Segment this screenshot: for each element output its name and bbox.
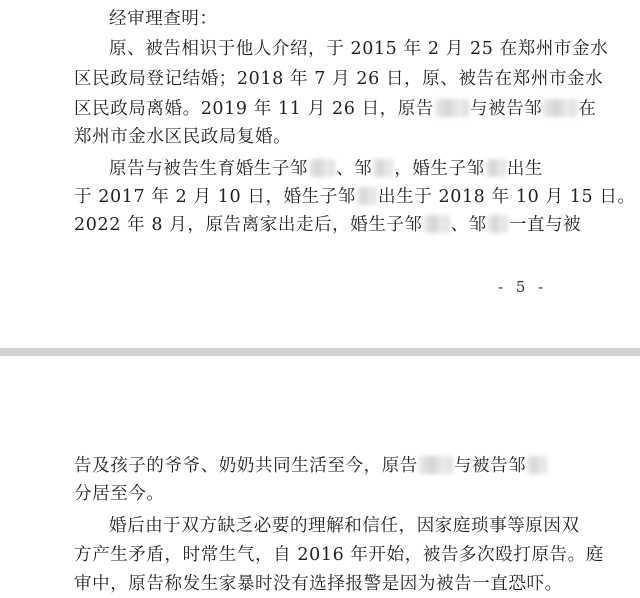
paragraph-line: 分居至今。 (74, 484, 165, 504)
redaction-blur (373, 159, 393, 177)
paragraph-line: 区民政局登记结婚；2018 年 7 月 26 日，原、被告在郑州市金水 (74, 69, 604, 89)
redaction-blur (486, 159, 506, 177)
redaction-blur (543, 99, 577, 117)
redaction-blur (357, 187, 377, 205)
redaction-blur (424, 215, 450, 233)
redaction-blur (527, 456, 547, 474)
paragraph-line: 婚后由于双方缺乏必要的理解和信任，因家庭琐事等原因双 (109, 516, 580, 536)
paragraph-line: 方产生矛盾，时常生气，自 2016 年开始，被告多次殴打原告。庭 (74, 545, 604, 565)
document-page-bottom (0, 356, 640, 598)
page-separator (0, 348, 640, 356)
redaction-blur (488, 215, 508, 233)
redaction-blur (309, 159, 335, 177)
paragraph-line: 区民政局离婚。2019 年 11 月 26 日，原告 与被告邹 在 (74, 99, 597, 119)
paragraph-line: 郑州市金水区民政局复婚。 (74, 127, 292, 147)
paragraph-line: 告及孩子的爷爷、奶奶共同生活至今，原告 与被告邹 (74, 453, 574, 479)
paragraph-line: 审中，原告称发生家暴时没有选择报警是因为被告一直恐吓。 (74, 574, 563, 594)
paragraph-line: 2022 年 8 月，原告离家出走后，婚生子邹 、邹 一直与被 (74, 215, 582, 235)
section-heading: 经审理查明： (109, 9, 218, 29)
page-number: - 5 - (498, 278, 548, 296)
redaction-blur (435, 99, 469, 117)
paragraph-line: 原告与被告生育婚生子邹 、邹 ，婚生子邹 出生 (109, 159, 544, 179)
paragraph-line: 原、被告相识于他人介绍，于 2015 年 2 月 25 在郑州市金水 (109, 39, 609, 59)
paragraph-line: 于 2017 年 2 月 10 日，婚生子邹 出生于 2018 年 10 月 15 日。 (74, 187, 636, 207)
redaction-blur (419, 456, 453, 474)
